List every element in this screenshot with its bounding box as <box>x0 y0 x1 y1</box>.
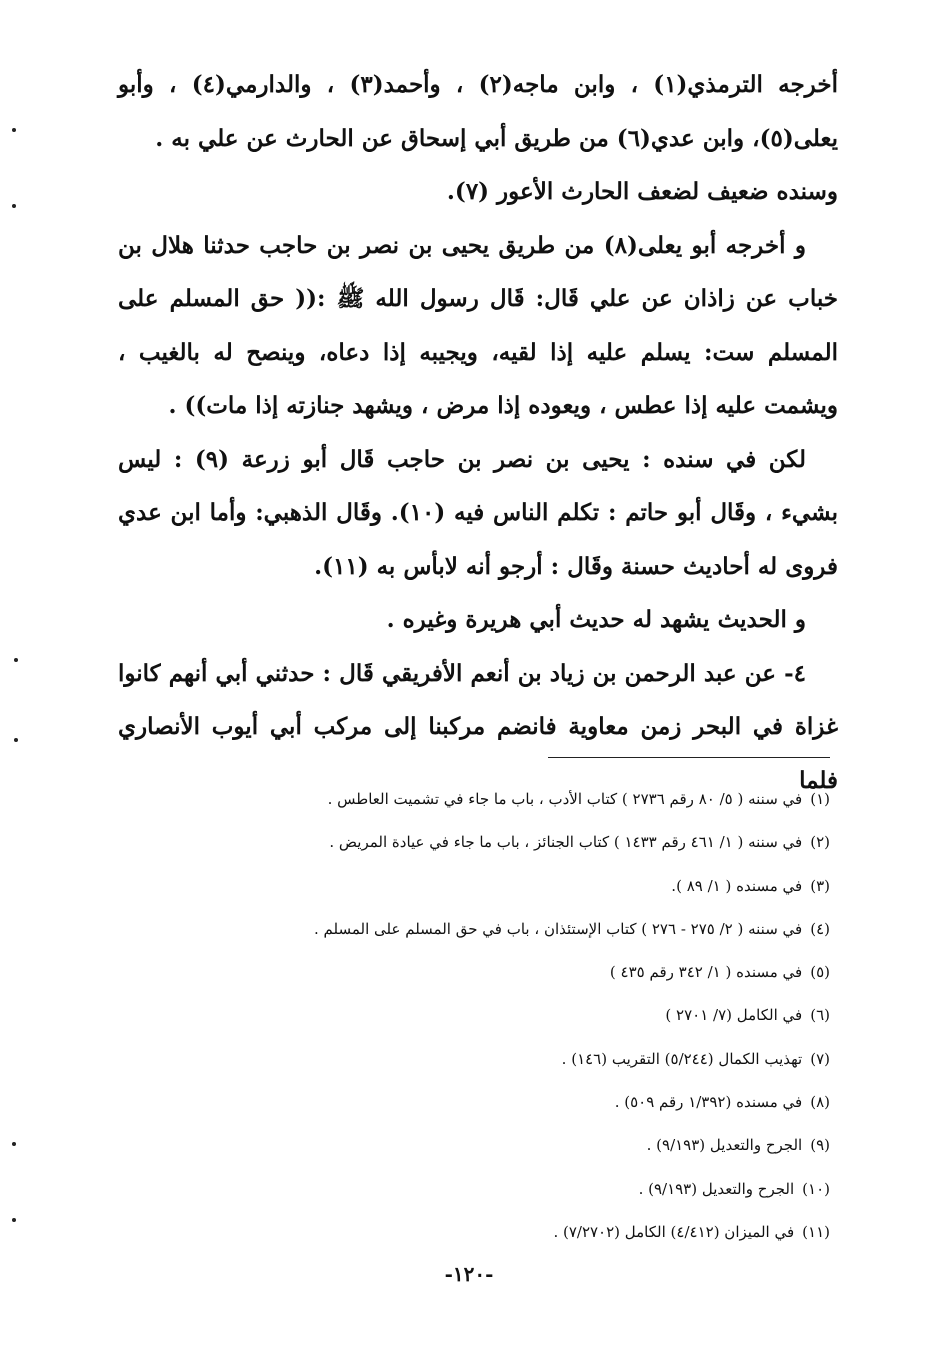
footnote-2 <box>118 821 830 864</box>
footnote-7 <box>118 1038 830 1081</box>
footnote-9 <box>118 1124 830 1167</box>
footnote-4 <box>118 908 830 951</box>
footnote-separator <box>548 757 830 758</box>
footnote-number: (٤) <box>810 919 830 938</box>
footnote-text: تهذيب الكمال (٥/٢٤٤) التقريب (١٤٦) . <box>561 1049 803 1068</box>
footnotes <box>118 778 830 1254</box>
footnote-text: في مسنده (١/٣٩٢ رقم ٥٠٩) . <box>614 1093 803 1112</box>
footnote-text: في سننه ( ٢/ ٢٧٥ - ٢٧٦ ) كتاب الإستئذان ، باب في حق المسلم على المسلم . <box>313 919 803 938</box>
footnote-text: في مسنده ( ١/ ٨٩ ). <box>671 876 803 895</box>
paragraph-4: لكن في سنده : يحيى بن نصر بن حاجب قَال أبو زرعة (٩) : ليس بشيء ، وقَال أبو حاتم : تكلم الناس فيه (١٠). وقَال الذهبي: وأما ابن عدي فروى له أحاديث حسنة وقَال : أرجو أنه لابأس به (١١). <box>118 445 838 580</box>
footnote-number: (٣) <box>810 876 830 895</box>
footnote-10 <box>118 1168 830 1211</box>
footnote-text: في الميزان (٤/٤١٢) الكامل (٧/٢٧٠٢) . <box>553 1222 795 1241</box>
footnote-text: في مسنده ( ١/ ٣٤٢ رقم ٤٣٥ ) <box>609 963 803 982</box>
footnote-1 <box>118 778 830 821</box>
footnote-5 <box>118 951 830 994</box>
footnote-number: (٩) <box>810 1136 830 1155</box>
footnote-text: الجرح والتعديل (٩/١٩٣) . <box>646 1136 803 1155</box>
margin-mark <box>12 204 16 208</box>
footnote-number: (٦) <box>810 1006 830 1025</box>
margin-mark <box>14 738 18 742</box>
margin-mark <box>14 658 18 662</box>
footnote-number: (١٠) <box>802 1179 830 1198</box>
paragraph-1: أخرجه الترمذي(١) ، وابن ماجه(٢) ، وأحمد(٣) ، والدارمي(٤) ، وأبو يعلى(٥)، وابن عدي(٦) من طريق أبي إسحاق عن الحارث عن علي به . <box>118 71 838 152</box>
margin-mark <box>12 128 16 132</box>
footnote-text: في سننه ( ٥/ ٨٠ رقم ٢٧٣٦ ) كتاب الأدب ، باب ما جاء في تشميت العاطس . <box>327 790 803 808</box>
paragraph-6: ٤- عن عبد الرحمن بن زياد بن أنعم الأفريقي قَال : حدثني أبي أنهم كانوا غزاة في البحر زمن معاوية فانضم مركبنا إلى مركب أبي أيوب الأنصاري فلما <box>118 659 838 794</box>
main-text <box>118 58 838 807</box>
footnote-number: (١١) <box>802 1222 830 1241</box>
paragraph-3: و أخرجه أبو يعلى(٨) من طريق يحيى بن نصر بن حاجب حدثنا هلال بن خباب عن زاذان عن علي قَال: قَال رسول الله ﷺ :(( حق المسلم على المسلم ست: يسلم عليه إذا لقيه، ويجيبه إذا دعاه، وينصح له بالغيب ، ويشمت عليه إذا عطس ، ويعوده إذا مرض ، ويشهد جنازته إذا مات)) . <box>118 231 838 419</box>
footnote-number: (٢) <box>810 833 830 852</box>
footnote-text: الجرح والتعديل (٩/١٩٣) . <box>638 1179 795 1198</box>
footnote-text: في سننه ( ١/ ٤٦١ رقم ١٤٣٣ ) كتاب الجنائز ، باب ما جاء في عيادة المريض . <box>329 833 803 852</box>
page-number: -١٢٠- <box>444 1262 494 1286</box>
margin-mark <box>12 1218 16 1222</box>
footnote-text: في الكامل (٧/ ٢٧٠١ ) <box>665 1006 803 1025</box>
footnote-number: (٥) <box>810 963 830 982</box>
paragraph-2: وسنده ضعيف لضعف الحارث الأعور (٧). <box>446 178 838 205</box>
footnote-number: (٧) <box>810 1049 830 1068</box>
paragraph-5: و الحديث يشهد له حديث أبي هريرة وغيره . <box>386 606 806 633</box>
footnote-number: (١) <box>810 790 830 808</box>
footnote-3 <box>118 865 830 908</box>
margin-mark <box>12 1142 16 1146</box>
footnote-11 <box>118 1211 830 1254</box>
footnote-6 <box>118 994 830 1037</box>
footnote-number: (٨) <box>810 1093 830 1112</box>
footnote-8 <box>118 1081 830 1124</box>
